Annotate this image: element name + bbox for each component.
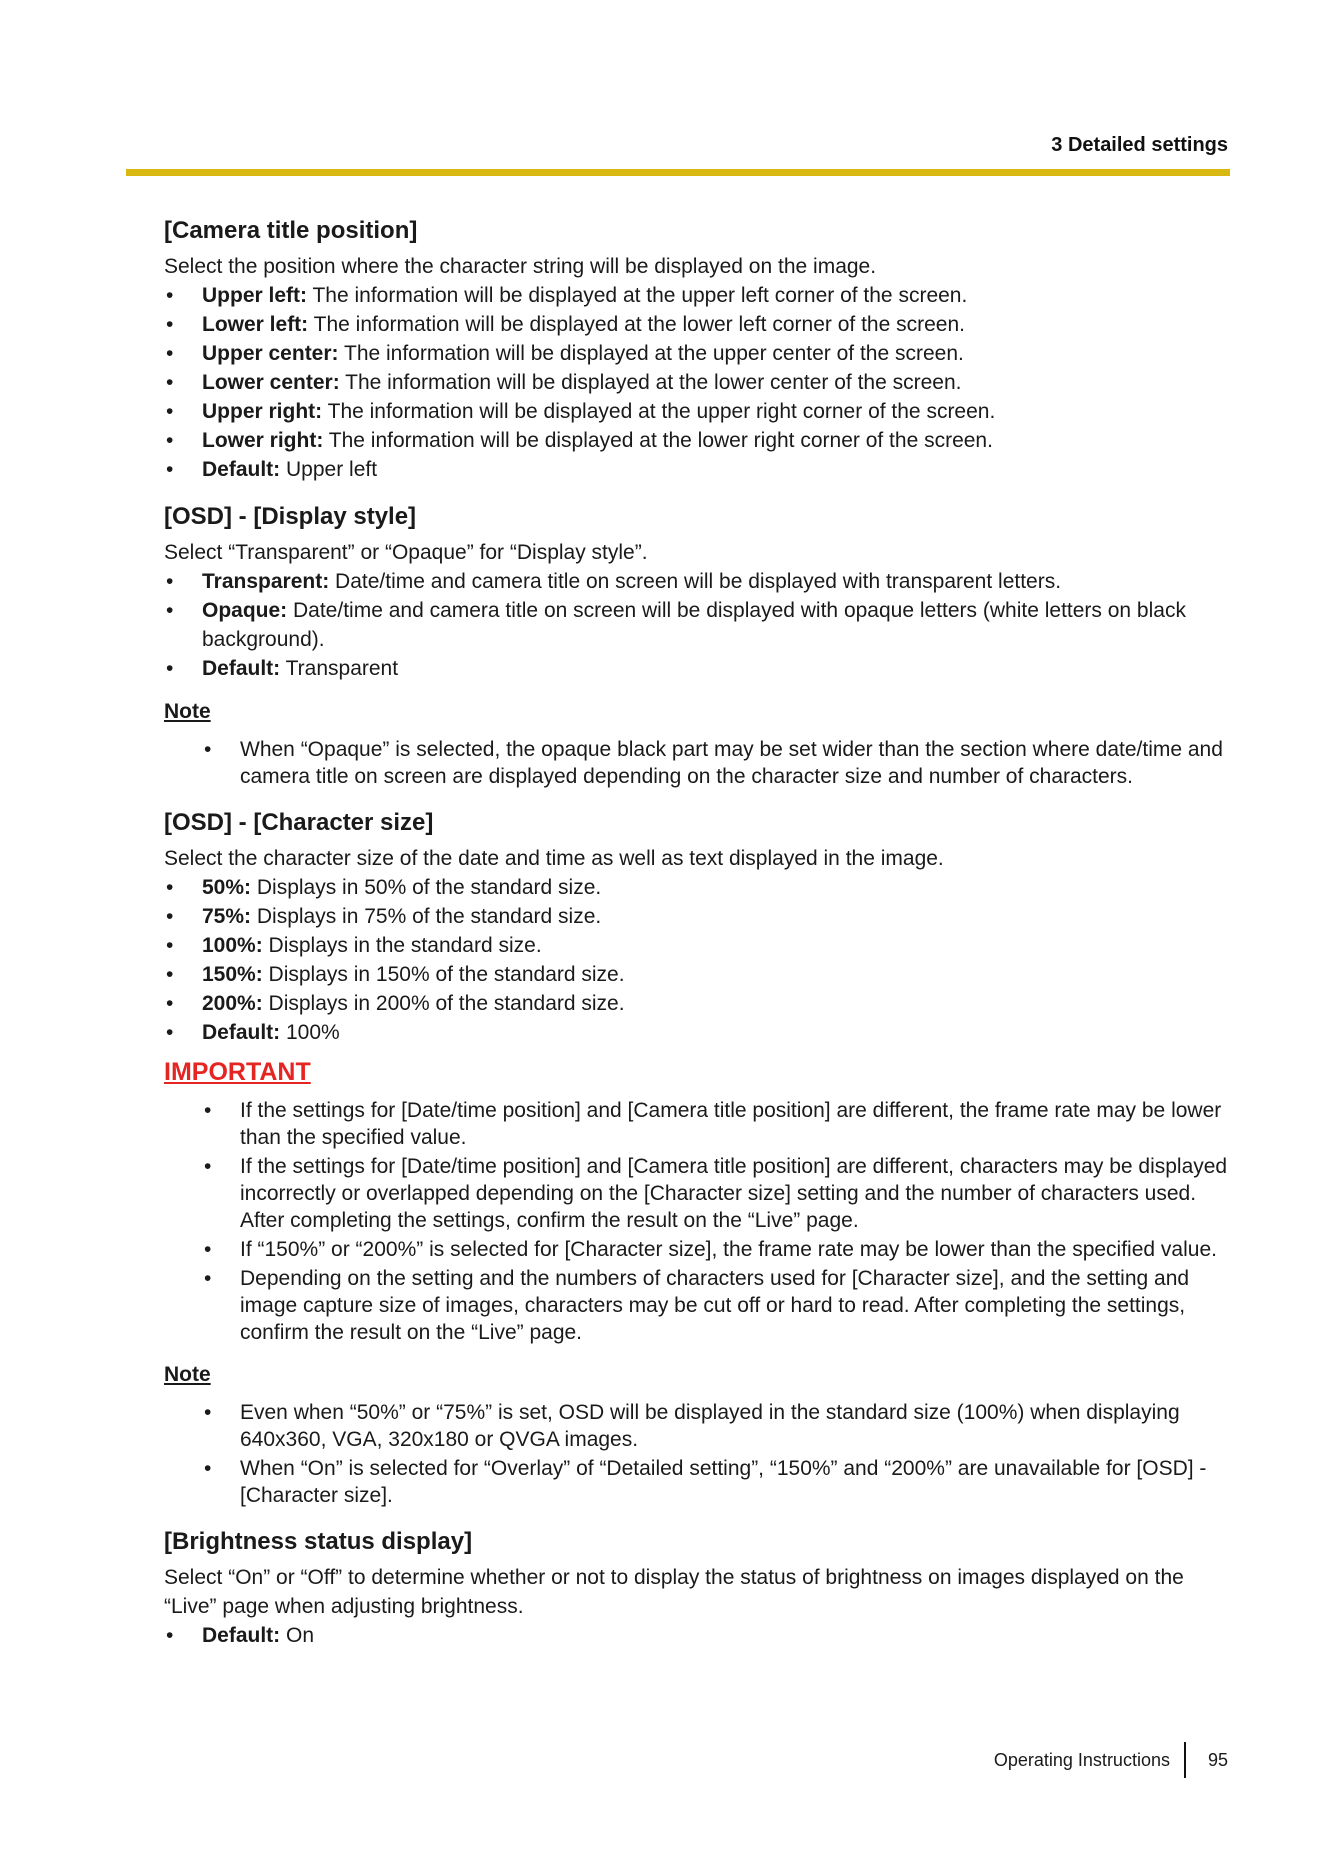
item-text: Displays in the standard size. xyxy=(262,934,542,957)
note-label: Note xyxy=(164,1363,211,1386)
important-label: IMPORTANT xyxy=(164,1058,311,1086)
option-list xyxy=(164,1621,1230,1650)
item-term: Upper right: xyxy=(202,400,323,423)
item-term: Upper center: xyxy=(202,342,339,365)
option-list xyxy=(164,567,1230,683)
list-item xyxy=(164,567,1230,596)
footer-separator xyxy=(1184,1742,1186,1778)
note-list xyxy=(164,1399,1230,1509)
note-item: • When “Opaque” is selected, the opaque black part may be set wider than the section where date/time and camera title on screen are displayed depending on the character size and number of characters. xyxy=(240,736,1230,790)
important-item: • Depending on the setting and the numbers of characters used for [Character size], and the setting and image capture size of images, characters may be cut off or hard to read. After completing the settings, confirm the result on the “Live” page. xyxy=(240,1265,1230,1346)
item-text: 100% xyxy=(280,1021,340,1044)
list-item xyxy=(164,368,1230,397)
item-text: Displays in 50% of the standard size. xyxy=(251,876,602,899)
section-camera-title-position xyxy=(164,216,1230,484)
list-item xyxy=(164,1621,1230,1650)
item-term: Default: xyxy=(202,1624,281,1647)
list-item xyxy=(164,960,1230,989)
list-item xyxy=(164,455,1230,484)
chapter-title: 3 Detailed settings xyxy=(1051,134,1228,156)
item-text: On xyxy=(280,1624,315,1647)
item-text: Displays in 75% of the standard size. xyxy=(251,905,602,928)
item-term: Lower left: xyxy=(202,313,309,336)
item-term: Default: xyxy=(202,657,281,680)
list-item xyxy=(164,397,1230,426)
item-text: The information will be displayed at the upper left corner of the screen. xyxy=(307,284,968,307)
section-display-style xyxy=(164,502,1230,790)
option-list xyxy=(164,873,1230,1047)
item-term: Default: xyxy=(202,458,281,481)
list-item xyxy=(164,1018,1230,1047)
item-text: Date/time and camera title on screen will be displayed with transparent letters. xyxy=(329,570,1062,593)
item-term: 150%: xyxy=(202,963,263,986)
item-term: Upper left: xyxy=(202,284,307,307)
section-heading: [Brightness status display] xyxy=(164,1528,473,1555)
section-heading: [OSD] - [Character size] xyxy=(164,809,434,836)
list-item xyxy=(164,310,1230,339)
item-term: Lower right: xyxy=(202,429,324,452)
item-text: Displays in 200% of the standard size. xyxy=(262,992,625,1015)
item-text: Upper left xyxy=(280,458,378,481)
option-list xyxy=(164,281,1230,484)
section-intro: Select “Transparent” or “Opaque” for “Display style”. xyxy=(164,541,648,564)
section-heading: [OSD] - [Display style] xyxy=(164,503,417,530)
footer-label: Operating Instructions xyxy=(993,1749,1170,1770)
note-list xyxy=(164,736,1230,790)
section-intro: Select the position where the character string will be displayed on the image. xyxy=(164,255,877,278)
item-text: The information will be displayed at the lower right corner of the screen. xyxy=(323,429,993,452)
list-item xyxy=(164,281,1230,310)
item-text: The information will be displayed at the lower center of the screen. xyxy=(339,371,962,394)
section-heading: [Camera title position] xyxy=(164,217,418,244)
page-footer xyxy=(994,1742,1228,1778)
item-text: Transparent xyxy=(280,657,399,680)
note-item: • Even when “50%” or “75%” is set, OSD will be displayed in the standard size (100%) when displaying 640x360, VGA, 320x180 or QVGA images. xyxy=(240,1399,1230,1453)
item-term: Transparent: xyxy=(202,570,330,593)
item-term: 100%: xyxy=(202,934,263,957)
important-item: • If “150%” or “200%” is selected for [Character size], the frame rate may be lower than the specified value. xyxy=(240,1236,1230,1263)
important-item: • If the settings for [Date/time position] and [Camera title position] are different, characters may be displayed incorrectly or overlapped depending on the [Character size] setting and the number of characters used. After completing the settings, confirm the result on the “Live” page. xyxy=(240,1153,1230,1234)
item-text: The information will be displayed at the upper right corner of the screen. xyxy=(322,400,996,423)
item-text: The information will be displayed at the upper center of the screen. xyxy=(338,342,964,365)
section-intro: Select “On” or “Off” to determine whether or not to display the status of brightness on images displayed on the “Live” page when adjusting brightness. xyxy=(164,1566,1184,1618)
list-item xyxy=(164,654,1230,683)
list-item xyxy=(164,989,1230,1018)
list-item xyxy=(164,426,1230,455)
section-brightness-status-display xyxy=(164,1527,1230,1650)
item-term: 75%: xyxy=(202,905,252,928)
item-text: Date/time and camera title on screen will be displayed with opaque letters (white letters on black background). xyxy=(202,599,1186,651)
item-term: Default: xyxy=(202,1021,281,1044)
section-intro: Select the character size of the date and time as well as text displayed in the image. xyxy=(164,847,944,870)
important-item: • If the settings for [Date/time position] and [Camera title position] are different, the frame rate may be lower than the specified value. xyxy=(240,1097,1230,1151)
list-item xyxy=(164,931,1230,960)
note-label: Note xyxy=(164,700,211,723)
page-content xyxy=(164,216,1230,1668)
item-term: 50%: xyxy=(202,876,252,899)
section-character-size xyxy=(164,808,1230,1509)
item-text: The information will be displayed at the lower left corner of the screen. xyxy=(308,313,965,336)
list-item xyxy=(164,873,1230,902)
item-term: Lower center: xyxy=(202,371,340,394)
note-item: • When “On” is selected for “Overlay” of “Detailed setting”, “150%” and “200%” are unavailable for [OSD] - [Character size]. xyxy=(240,1455,1230,1509)
important-list xyxy=(164,1097,1230,1346)
item-term: Opaque: xyxy=(202,599,288,622)
header-rule xyxy=(126,169,1230,176)
page-number: 95 xyxy=(1207,1749,1228,1770)
list-item xyxy=(164,596,1230,654)
item-text: Displays in 150% of the standard size. xyxy=(262,963,625,986)
list-item xyxy=(164,902,1230,931)
list-item xyxy=(164,339,1230,368)
item-term: 200%: xyxy=(202,992,263,1015)
